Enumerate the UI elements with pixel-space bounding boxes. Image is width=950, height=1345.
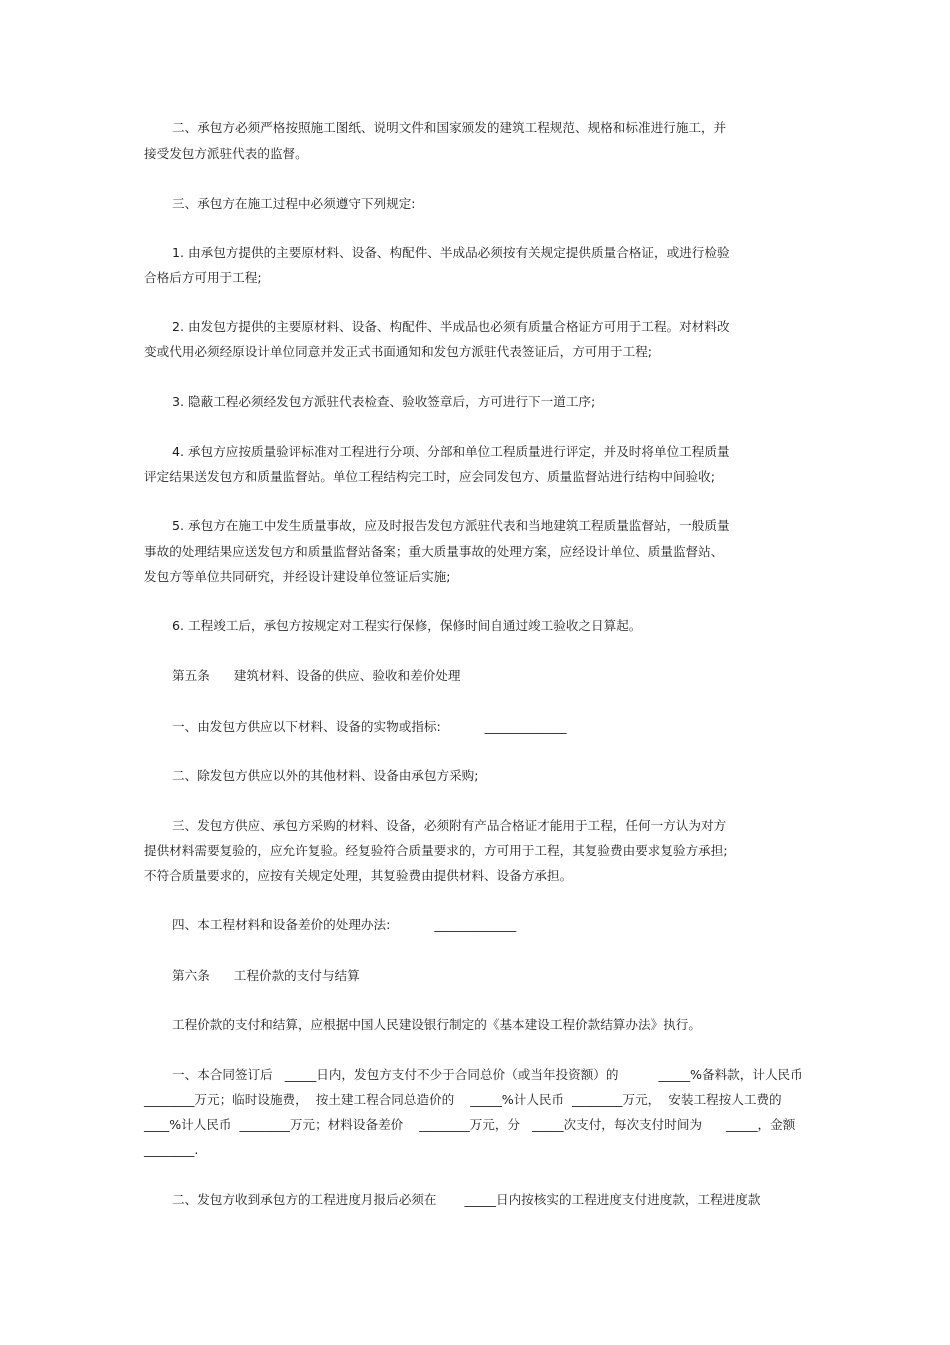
- paragraph-line: 3. 隐蔽工程必须经发包方派驻代表检查、验收签章后，方可进行下一道工序;: [172, 394, 596, 409]
- paragraph-line: 评定结果送发包方和质量监督站。单位工程结构完工时，应会同发包方、质量监督站进行结构中间验收;: [144, 469, 715, 484]
- paragraph-line: ________万元；临时设施费， 按土建工程合同总造价的 _____%计人民币 ________万元， 安装工程按人工费的: [144, 1092, 782, 1107]
- section-heading: 第五条 建筑材料、设备的供应、验收和差价处理: [172, 668, 461, 683]
- paragraph-line: 一、本合同签订后 _____日内，发包方支付不少于合同总价（或当年投资额）的 _____%备料款，计人民币: [172, 1067, 803, 1082]
- paragraph-line: 6. 工程竣工后，承包方按规定对工程实行保修，保修时间自通过竣工验收之日算起。: [172, 618, 642, 633]
- paragraph-line: 发包方等单位共同研究，并经设计建设单位签证后实施;: [144, 569, 451, 584]
- paragraph-line: 变或代用必须经原设计单位同意并发正式书面通知和发包方派驻代表签证后，方可用于工程;: [144, 344, 652, 359]
- paragraph-line: 三、发包方供应、承包方采购的材料、设备，必须附有产品合格证才能用于工程，任何一方认为对方: [172, 818, 727, 833]
- paragraph-line: 提供材料需要复验的，应允许复验。经复验符合质量要求的，方可用于工程，其复验费由要求复验方承担;: [144, 843, 728, 858]
- section-heading: 第六条 工程价款的支付与结算: [172, 968, 360, 983]
- paragraph-line: 1. 由承包方提供的主要原材料、设备、构配件、半成品必须按有关规定提供质量合格证，或进行检验: [172, 245, 730, 260]
- paragraph-line: 二、除发包方供应以外的其他材料、设备由承包方采购;: [172, 768, 479, 783]
- paragraph-line: ________.: [144, 1142, 199, 1157]
- paragraph-line: 合格后方可用于工程;: [144, 270, 262, 285]
- paragraph-line: 不符合质量要求的，应按有关规定处理，其复验费由提供材料、设备方承担。: [144, 868, 573, 883]
- paragraph-line: ____%计人民币 ________万元；材料设备差价 ________万元，分 _____次支付，每次支付时间为 _____，金额: [144, 1117, 796, 1132]
- paragraph-line: 2. 由发包方提供的主要原材料、设备、构配件、半成品也必须有质量合格证方可用于工程。对材料改: [172, 319, 730, 334]
- paragraph-line: 工程价款的支付和结算，应根据中国人民建设银行制定的《基本建设工程价款结算办法》执行。: [172, 1017, 701, 1032]
- paragraph-line: 一、由发包方供应以下材料、设备的实物或指标: _____________: [172, 719, 567, 734]
- paragraph-line: 5. 承包方在施工中发生质量事故，应及时报告发包方派驻代表和当地建筑工程质量监督站，一般质量: [172, 518, 730, 533]
- paragraph-line: 三、承包方在施工过程中必须遵守下列规定:: [172, 196, 416, 211]
- paragraph-line: 接受发包方派驻代表的监督。: [144, 146, 308, 161]
- paragraph-line: 二、承包方必须严格按照施工图纸、说明文件和国家颁发的建筑工程规范、规格和标准进行施工，并: [172, 120, 727, 135]
- paragraph-line: 二、发包方收到承包方的工程进度月报后必须在 _____日内按核实的工程进度支付进度款，工程进度款: [172, 1192, 761, 1207]
- paragraph-line: 4. 承包方应按质量验评标准对工程进行分项、分部和单位工程质量进行评定，并及时将单位工程质量: [172, 444, 730, 459]
- paragraph-line: 四、本工程材料和设备差价的处理办法: _____________: [172, 917, 517, 932]
- paragraph-line: 事故的处理结果应送发包方和质量监督站备案；重大质量事故的处理方案，应经设计单位、质量监督站、: [144, 544, 724, 559]
